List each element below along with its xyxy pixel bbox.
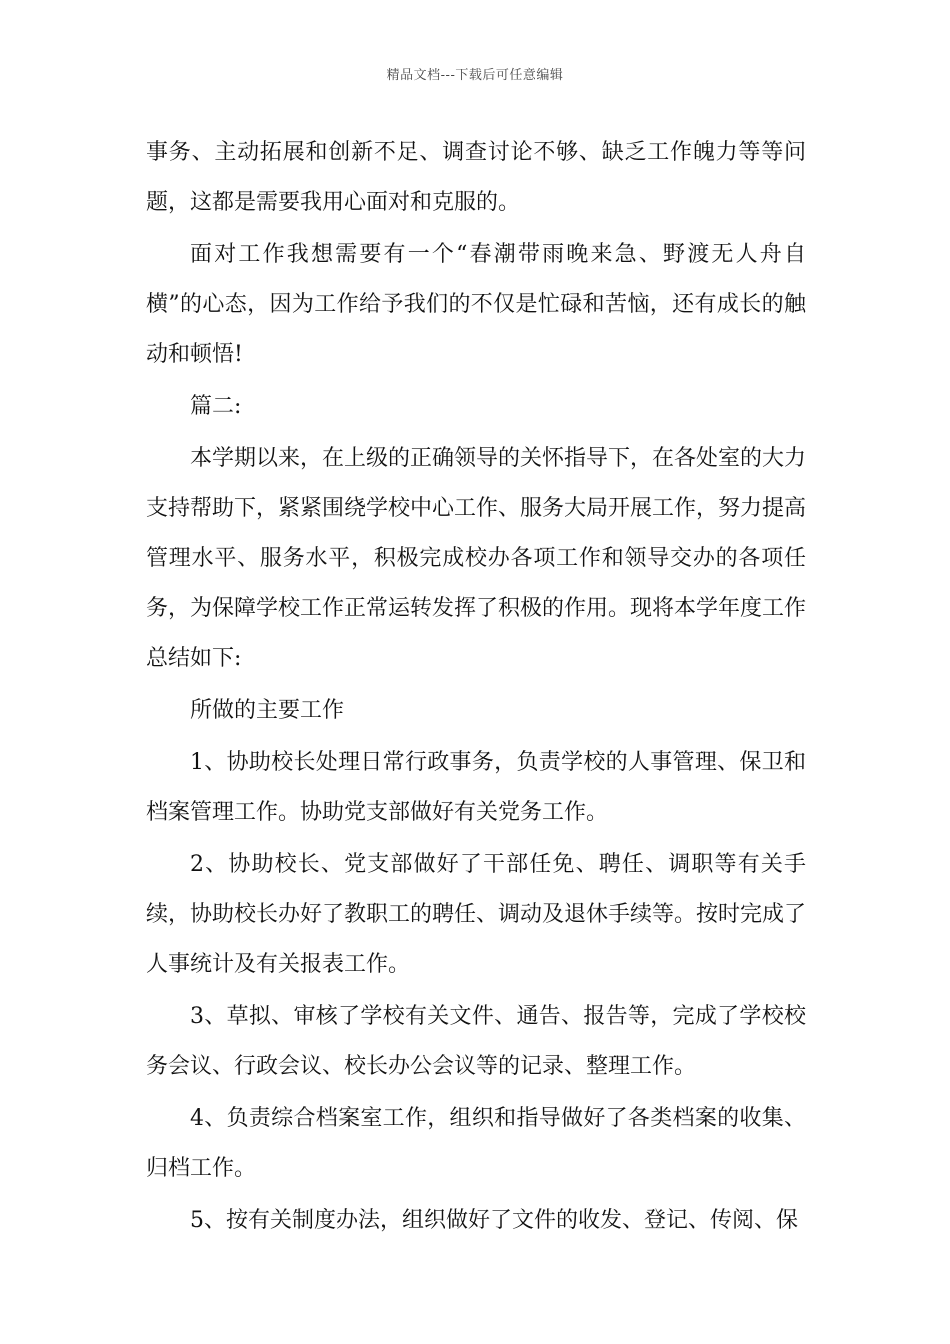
section-heading: 篇二: bbox=[190, 394, 242, 419]
subsection-heading: 所做的主要工作 bbox=[190, 698, 345, 723]
paragraph: 事务、主动拓展和创新不足、调查讨论不够、缺乏工作魄力等等问题，这都是需要我用心面对和克服的。 bbox=[146, 140, 806, 215]
list-item: 1、协助校长处理日常行政事务，负责学校的人事管理、保卫和档案管理工作。协助党支部做好有关党务工作。 bbox=[146, 750, 806, 825]
list-item: 4、负责综合档案室工作，组织和指导做好了各类档案的收集、归档工作。 bbox=[146, 1106, 806, 1181]
document-body bbox=[146, 128, 806, 1248]
page-header: 精品文档---下载后可任意编辑 bbox=[386, 68, 564, 83]
list-item: 5、按有关制度办法，组织做好了文件的收发、登记、传阅、保 bbox=[190, 1208, 798, 1233]
list-item: 3、草拟、审核了学校有关文件、通告、报告等，完成了学校校务会议、行政会议、校长办公会议等的记录、整理工作。 bbox=[146, 1004, 806, 1079]
list-item: 2、协助校长、党支部做好了干部任免、聘任、调职等有关手续，协助校长办好了教职工的聘任、调动及退休手续等。按时完成了人事统计及有关报表工作。 bbox=[146, 852, 807, 977]
paragraph: 面对工作我想需要有一个“春潮带雨晚来急、野渡无人舟自横”的心态，因为工作给予我们的不仅是忙碌和苦恼，还有成长的触动和顿悟! bbox=[146, 242, 806, 367]
paragraph: 本学期以来，在上级的正确领导的关怀指导下，在各处室的大力支持帮助下，紧紧围绕学校中心工作、服务大局开展工作，努力提高管理水平、服务水平，积极完成校办各项工作和领导交办的各项任务，为保障学校工作正常运转发挥了积极的作用。现将本学年度工作总结如下: bbox=[146, 446, 807, 671]
